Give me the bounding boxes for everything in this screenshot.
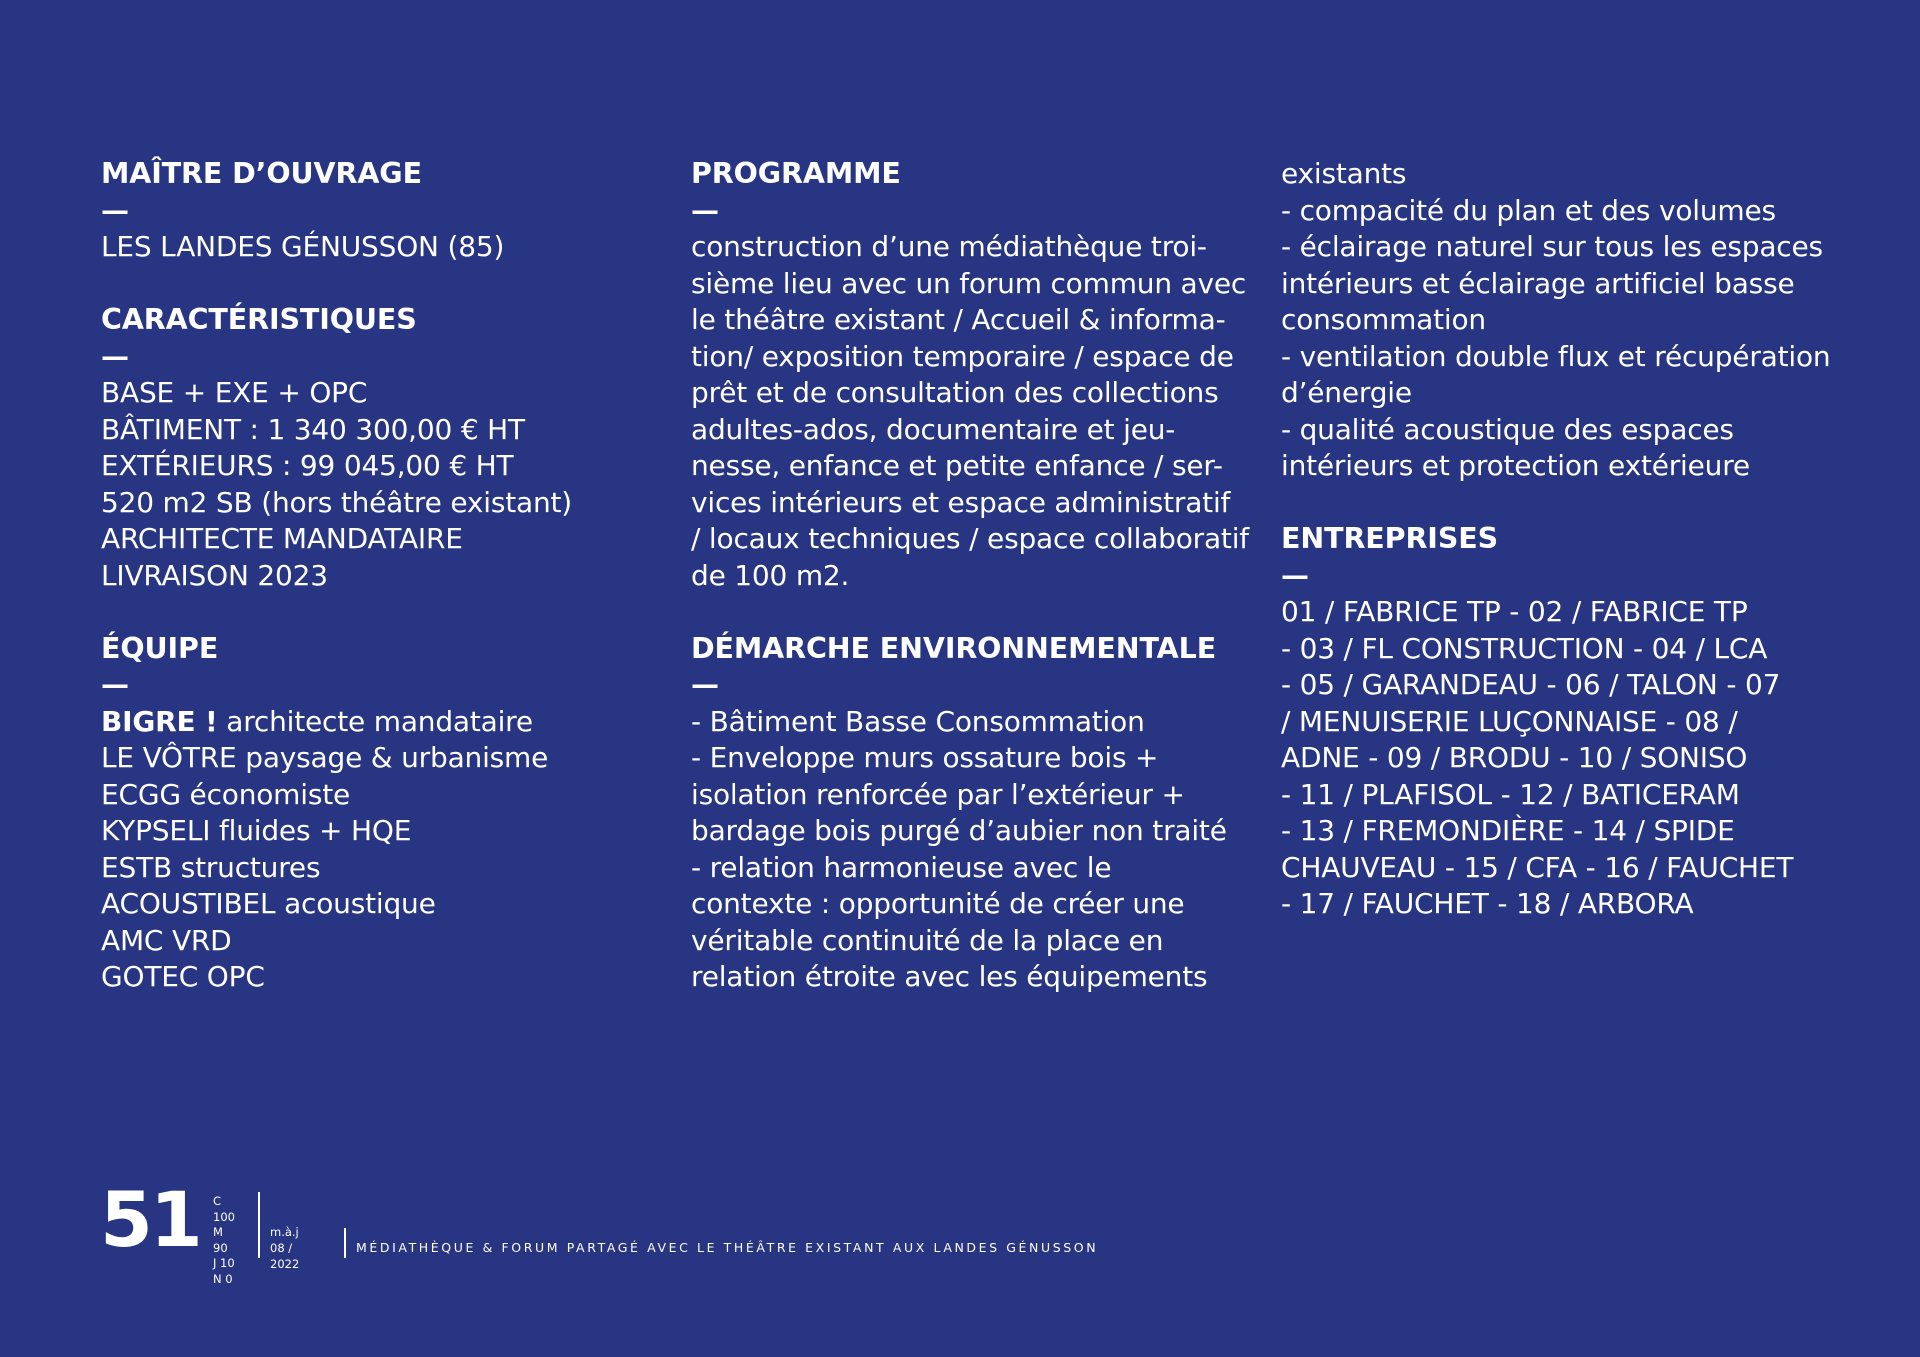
team-member xyxy=(101,813,661,850)
team-member xyxy=(101,850,661,887)
programme-line: vices intérieurs et espace administratif xyxy=(691,485,1231,519)
color-codes xyxy=(213,1194,235,1287)
update-info xyxy=(270,1224,299,1272)
footer-title: MÉDIATHÈQUE & FORUM PARTAGÉ AVEC LE THÉÂTRE EXISTANT AUX LANDES GÉNUSSON xyxy=(356,1240,1099,1255)
team-member xyxy=(101,959,661,996)
programme-line: prêt et de consultation des collections xyxy=(691,376,1219,409)
team-member xyxy=(101,886,661,923)
team-member-name: BIGRE ! xyxy=(101,704,218,738)
column-right xyxy=(1281,156,1881,923)
team-member-role: structures xyxy=(180,850,321,884)
team-member-name: KYPSELI xyxy=(101,814,211,847)
column-middle xyxy=(691,156,1251,996)
demarche-line: - compacité du plan et des volumes xyxy=(1281,193,1776,227)
section-heading-maitre: MAÎTRE D’OUVRAGE xyxy=(101,157,422,190)
entreprises-line: CHAUVEAU - 15 / CFA - 16 / FAUCHET xyxy=(1281,850,1794,884)
divider xyxy=(344,1228,346,1258)
demarche-line: existants xyxy=(1281,157,1407,190)
section-dash: — xyxy=(691,193,719,227)
team-member-name: ACOUSTIBEL xyxy=(101,887,276,920)
team-member-name: AMC xyxy=(101,923,164,957)
caracteristiques-line: EXTÉRIEURS : 99 045,00 € HT xyxy=(101,449,514,482)
demarche-line: contexte : opportunité de créer une xyxy=(691,887,1185,920)
demarche-line: consommation xyxy=(1281,303,1486,336)
team-member xyxy=(101,740,661,777)
color-code: N 0 xyxy=(213,1271,233,1286)
caracteristiques-line: BÂTIMENT : 1 340 300,00 € HT xyxy=(101,412,525,446)
programme-line: sième lieu avec un forum commun avec xyxy=(691,266,1247,300)
section-heading-caracteristiques: CARACTÉRISTIQUES xyxy=(101,303,417,336)
team-member-role: acoustique xyxy=(284,887,436,920)
caracteristiques-line: ARCHITECTE MANDATAIRE xyxy=(101,522,463,555)
section-dash: — xyxy=(691,668,719,701)
demarche-line: intérieurs et éclairage artificiel basse xyxy=(1281,266,1795,300)
team-member-role: économiste xyxy=(189,777,351,811)
page-number: 51 xyxy=(100,1175,200,1264)
entreprises-line: - 05 / GARANDEAU - 06 / TALON - 07 xyxy=(1281,668,1781,701)
section-heading-programme: PROGRAMME xyxy=(691,157,901,190)
demarche-line: véritable continuité de la place en xyxy=(691,923,1164,957)
team-member xyxy=(101,777,661,814)
demarche-line: - Bâtiment Basse Consommation xyxy=(691,704,1145,738)
column-left xyxy=(101,156,661,996)
section-heading-demarche: DÉMARCHE ENVIRONNEMENTALE xyxy=(691,631,1217,665)
demarche-line: - qualité acoustique des espaces xyxy=(1281,412,1734,446)
team-member-name: ESTB xyxy=(101,850,172,884)
section-dash: — xyxy=(1281,558,1309,592)
update-date: 08 / 2022 xyxy=(270,1241,300,1271)
entreprises-line: 01 / FABRICE TP - 02 / FABRICE TP xyxy=(1281,595,1748,628)
entreprises-line: - 11 / PLAFISOL - 12 / BATICERAM xyxy=(1281,777,1740,811)
team-member-role: VRD xyxy=(171,923,232,957)
entreprises-line: - 17 / FAUCHET - 18 / ARBORA xyxy=(1281,887,1694,920)
caracteristiques-line: BASE + EXE + OPC xyxy=(101,376,368,409)
spacer xyxy=(691,594,1251,631)
caracteristiques-line: 520 m2 SB (hors théâtre existant) xyxy=(101,485,572,519)
entreprises-line: / MENUISERIE LUÇONNAISE - 08 / xyxy=(1281,704,1738,738)
team-member xyxy=(101,923,661,960)
programme-line: adultes-ados, documentaire et jeu- xyxy=(691,412,1176,446)
demarche-line: relation étroite avec les équipements xyxy=(691,960,1208,993)
entreprises-line: ADNE - 09 / BRODU - 10 / SONISO xyxy=(1281,741,1748,774)
programme-line: construction d’une médiathèque troi- xyxy=(691,230,1207,263)
programme-line: tion/ exposition temporaire / espace de xyxy=(691,339,1234,373)
demarche-line: - relation harmonieuse avec le xyxy=(691,850,1112,884)
demarche-line: bardage bois purgé d’aubier non traité xyxy=(691,814,1227,847)
section-dash: — xyxy=(101,668,129,701)
team-member-name: GOTEC xyxy=(101,960,199,993)
demarche-line: isolation renforcée par l’extérieur + xyxy=(691,777,1185,811)
maitre-line: LES LANDES GÉNUSSON (85) xyxy=(101,230,505,263)
section-heading-equipe: ÉQUIPE xyxy=(101,631,219,665)
color-code: J 10 xyxy=(213,1256,235,1270)
section-dash: — xyxy=(101,339,129,373)
divider xyxy=(258,1192,260,1258)
color-code: C 100 xyxy=(213,1194,235,1224)
section-heading-entreprises: ENTREPRISES xyxy=(1281,522,1499,555)
entreprises-line: - 13 / FREMONDIÈRE - 14 / SPIDE xyxy=(1281,814,1735,847)
programme-line: nesse, enfance et petite enfance / ser- xyxy=(691,449,1223,482)
team-member-role: fluides + HQE xyxy=(218,814,412,847)
demarche-line: - Enveloppe murs ossature bois + xyxy=(691,741,1159,774)
color-code: M 90 xyxy=(213,1225,228,1255)
section-dash: — xyxy=(101,193,129,227)
spacer xyxy=(1281,485,1881,522)
demarche-line: intérieurs et protection extérieure xyxy=(1281,449,1750,482)
demarche-line: - ventilation double flux et récupération xyxy=(1281,339,1831,373)
team-member-name: LE VÔTRE xyxy=(101,741,237,774)
update-label: m.à.j xyxy=(270,1225,299,1239)
entreprises-line: - 03 / FL CONSTRUCTION - 04 / LCA xyxy=(1281,631,1768,665)
caracteristiques-line: LIVRAISON 2023 xyxy=(101,558,328,592)
team-member-name: ECGG xyxy=(101,777,181,811)
programme-line: de 100 m2. xyxy=(691,558,850,592)
spacer xyxy=(101,266,661,303)
team-member-role: architecte mandataire xyxy=(226,704,533,738)
team-member-role: OPC xyxy=(206,960,265,993)
team-member xyxy=(101,704,661,741)
demarche-line: d’énergie xyxy=(1281,376,1412,409)
programme-line: le théâtre existant / Accueil & informa- xyxy=(691,303,1226,336)
demarche-line: - éclairage naturel sur tous les espaces xyxy=(1281,230,1823,263)
team-member-role: paysage & urbanisme xyxy=(245,741,549,774)
spacer xyxy=(101,594,661,631)
programme-line: / locaux techniques / espace collaboratif xyxy=(691,522,1249,555)
